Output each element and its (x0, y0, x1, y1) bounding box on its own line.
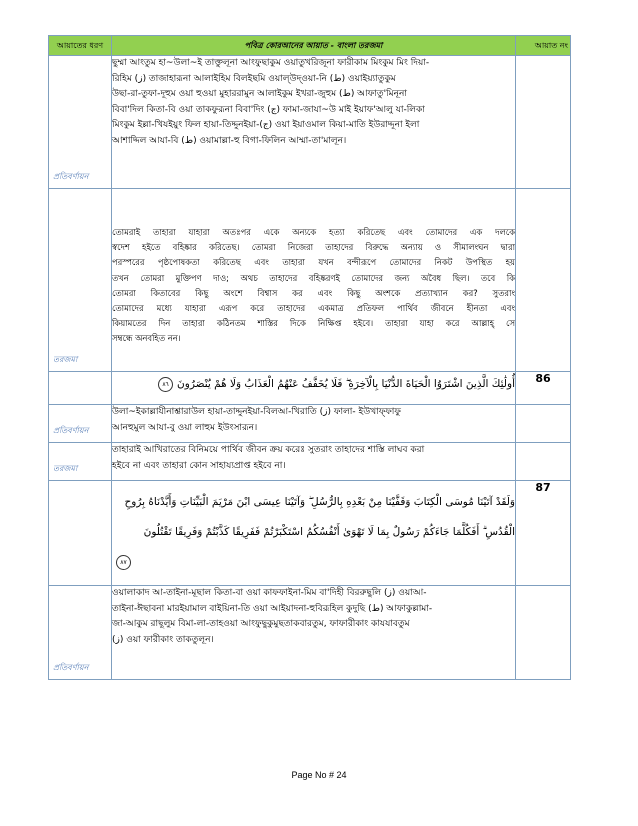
row-type-cell (49, 189, 112, 372)
table-row (49, 443, 571, 481)
transliteration-cell (112, 405, 516, 443)
translation-cell (112, 189, 516, 372)
text-line: তোমরা কিতাবের কিছু অংশে বিশ্বাস কর এবং কিছু অংশকে প্রত্যাখ্যান কর? সুতরাং (112, 287, 515, 298)
row-type-label: প্রতিবর্ণায়ন (53, 426, 89, 435)
text-line: মিংকুম ইল্লা-খিযইয়ুং ফিল হায়া-তিদ্দুনইয়া-(ج) ওয়া ইয়াওমাল কিয়া-মাতি ইউরাদ্দূনা ইলা (112, 120, 420, 130)
text-line: স্বদেশ হইতে বহিষ্কার করিতেছ। তোমরা নিজেরা তাহাদের বিরুদ্ধে অন্যায় ও সীমালংঘন দ্বারা (112, 242, 515, 253)
text-line: বিবা'দিল কিতা-বি ওয়া তাকফুরূনা বিবা'দিং (ج) ফামা-জাযা~উ মাই ইয়াফ'আলু যা-লিকা (112, 104, 425, 115)
table-header-row (49, 36, 571, 56)
verse-number-cell (516, 56, 571, 189)
text-line: কিয়ামতের দিন তাহারা কঠিনতম শাস্তির দিকে নিক্ষিপ্ত হইবে। তাহারা যাহা করে আল্লাহ্ সে (112, 318, 515, 329)
text-line: তোমরাই তাহারা যাহারা অতঃপর একে অন্যকে হত্যা করিতেছ এবং তোমাদের এক দলকে (112, 227, 515, 237)
row-type-label: প্রতিবর্ণায়ন (53, 663, 89, 672)
verse-number-cell (516, 405, 571, 443)
transliteration-cell (112, 56, 516, 189)
arabic-verse-line: الْقُدُسِ ۗ أَفَكُلَّمَا جَاءَكُمْ رَسُولٌ بِمَا لَا تَهْوَىٰ أَنْفُسُكُمُ اسْتَكْبَرْتُمْ فَفَرِيقًا كَذَّبْتُمْ وَفَرِيقًا تَقْتُلُونَ (143, 526, 515, 538)
text-line: তাহারাই আখিরাতের বিনিময়ে পার্থিব জীবন ক্রয় করেঃ সুতরাং তাহাদের শাস্তি লাঘব করা (112, 445, 425, 455)
header-verse-type: আয়াতের ধরণ (49, 36, 112, 56)
row-type-cell (49, 405, 112, 443)
transliteration-cell (112, 586, 516, 680)
row-type-cell (49, 481, 112, 586)
table-row (49, 372, 571, 405)
text-line: উলা~ইকাল্লাযীনাশ্তারাউল হায়া-তাদ্দুনইয়া-বিলআ-খিরাতি (ز) ফালা- ইউখাফ্ফাফু (112, 407, 401, 417)
table-row (49, 405, 571, 443)
text-line: পরস্পরের পৃষ্ঠপোষকতা করিতেছ এবং তাহারা যখন বন্দীরূপে তোমাদের নিকট উপস্থিত হয় (112, 257, 515, 268)
table-row (49, 56, 571, 189)
text-line: ছুম্মা আংতুম হা~উলা~ই তাক্তুলূনা আংফুছাকুম ওয়াতুখরিজূনা ফারীকাম মিংকুম মিং দিয়া- (112, 58, 430, 68)
text-line: রিহিম (ز) তাজাহারূনা আলাইহিম বিলইছমি ওয়াল্উদ্ওয়া-নি (ط) ওয়াইয়্যাতুকুম (112, 73, 396, 84)
quran-table (48, 35, 571, 680)
text-line: আনহুমুল আযা-বু ওয়া লাহুম ইউংসারূন। (112, 422, 258, 433)
text-line: তাইনা-ঈছাবনা মারইয়ামাল বাইয়িনা-তি ওয়া আইয়াদনা-হুবিরূহিল কুদুছি (ط) আফাকুল্লামা- (112, 603, 433, 614)
arabic-verse-cell (112, 481, 516, 586)
verse-number-cell (516, 189, 571, 372)
row-type-cell (49, 443, 112, 481)
verse-number-cell (516, 586, 571, 680)
row-type-label: তরজমা (53, 464, 78, 473)
text-line: ওয়ালাকাদ আ-তাইনা-মূছাল কিতা-বা ওয়া কাফফাইনা-মিম বা'দিহী বিররুছুলি (ز) ওয়াআ- (112, 588, 427, 598)
verse-number: 87 (516, 481, 571, 586)
header-verse-number: আয়াত নং (516, 36, 571, 56)
text-line: আশাদ্দিল আযা-বি (ط) ওয়ামাল্লা-হু বিগা-ফিলিন আম্মা-তা'মালূন। (112, 135, 347, 146)
row-type-label: প্রতিবর্ণায়ন (53, 172, 89, 181)
verse-number: 86 (516, 372, 571, 405)
page-number: Page No # 24 (291, 770, 347, 780)
text-line: হইবে না এবং তাহারা কোন সাহায্যপ্রাপ্ত হইবে না। (112, 460, 286, 471)
text-line: তোমাদের মধ্যে যাহারা এরূপ করে তাহাদের একমাত্র প্রতিফল পার্থিব জীবনে হীনতা এবং (112, 303, 515, 314)
arabic-verse-text: أُولَٰئِكَ الَّذِينَ اشْتَرَوُا الْحَيَاةَ الدُّنْيَا بِالْآخِرَةِ ۖ فَلَا يُخَفَّفُ عَنْهُمُ الْعَذَابُ وَلَا هُمْ يُنْصَرُونَ (177, 378, 515, 390)
text-line: তখন তোমরা মুক্তিপণ দাও; অথচ তাহাদের বহিষ্করণই তোমাদের জন্য অবৈধ ছিল। তবে কি (112, 272, 515, 283)
ayah-end-icon: ٨٧ (116, 555, 131, 570)
header-verse-text: পবিত্র কোরআনের আয়াত - বাংলা তরজমা (112, 36, 516, 56)
verse-number-cell (516, 443, 571, 481)
table-row (49, 586, 571, 680)
table-row (49, 189, 571, 372)
row-type-cell (49, 372, 112, 405)
row-type-label: তরজমা (53, 355, 78, 364)
text-line: উছা-রা-তুফা-দূহুম ওয়া হুওয়া মুহাররামুন আলাইকুম ইখরা-জুহুম (ط) আফাতু'মিনূনা (112, 89, 408, 99)
translation-cell (112, 443, 516, 481)
arabic-verse-line: وَلَقَدْ آتَيْنَا مُوسَى الْكِتَابَ وَقَفَّيْنَا مِنْ بَعْدِهِ بِالرُّسُلِ ۖ وَآتَيْنَا عِيسَى ابْنَ مَرْيَمَ الْبَيِّنَاتِ وَأَيَّدْنَاهُ بِرُوحِ (124, 496, 515, 508)
ayah-end-icon: ٨٦ (158, 377, 173, 392)
text-line: সম্বন্ধে অনবহিত নন। (112, 333, 181, 344)
row-type-cell (49, 586, 112, 680)
row-type-cell (49, 56, 112, 189)
arabic-verse-cell (112, 372, 516, 405)
text-line: জা-আকুম রাছূলুম বিমা-লা-তাহওয়া আংফুছুকুমুছতাকবারতুম, ফাফারীকাং কাযযাবতুম (112, 619, 410, 629)
table-row (49, 481, 571, 586)
text-line: (ز) ওয়া ফারীকাং তাকতুলূন। (112, 634, 214, 645)
